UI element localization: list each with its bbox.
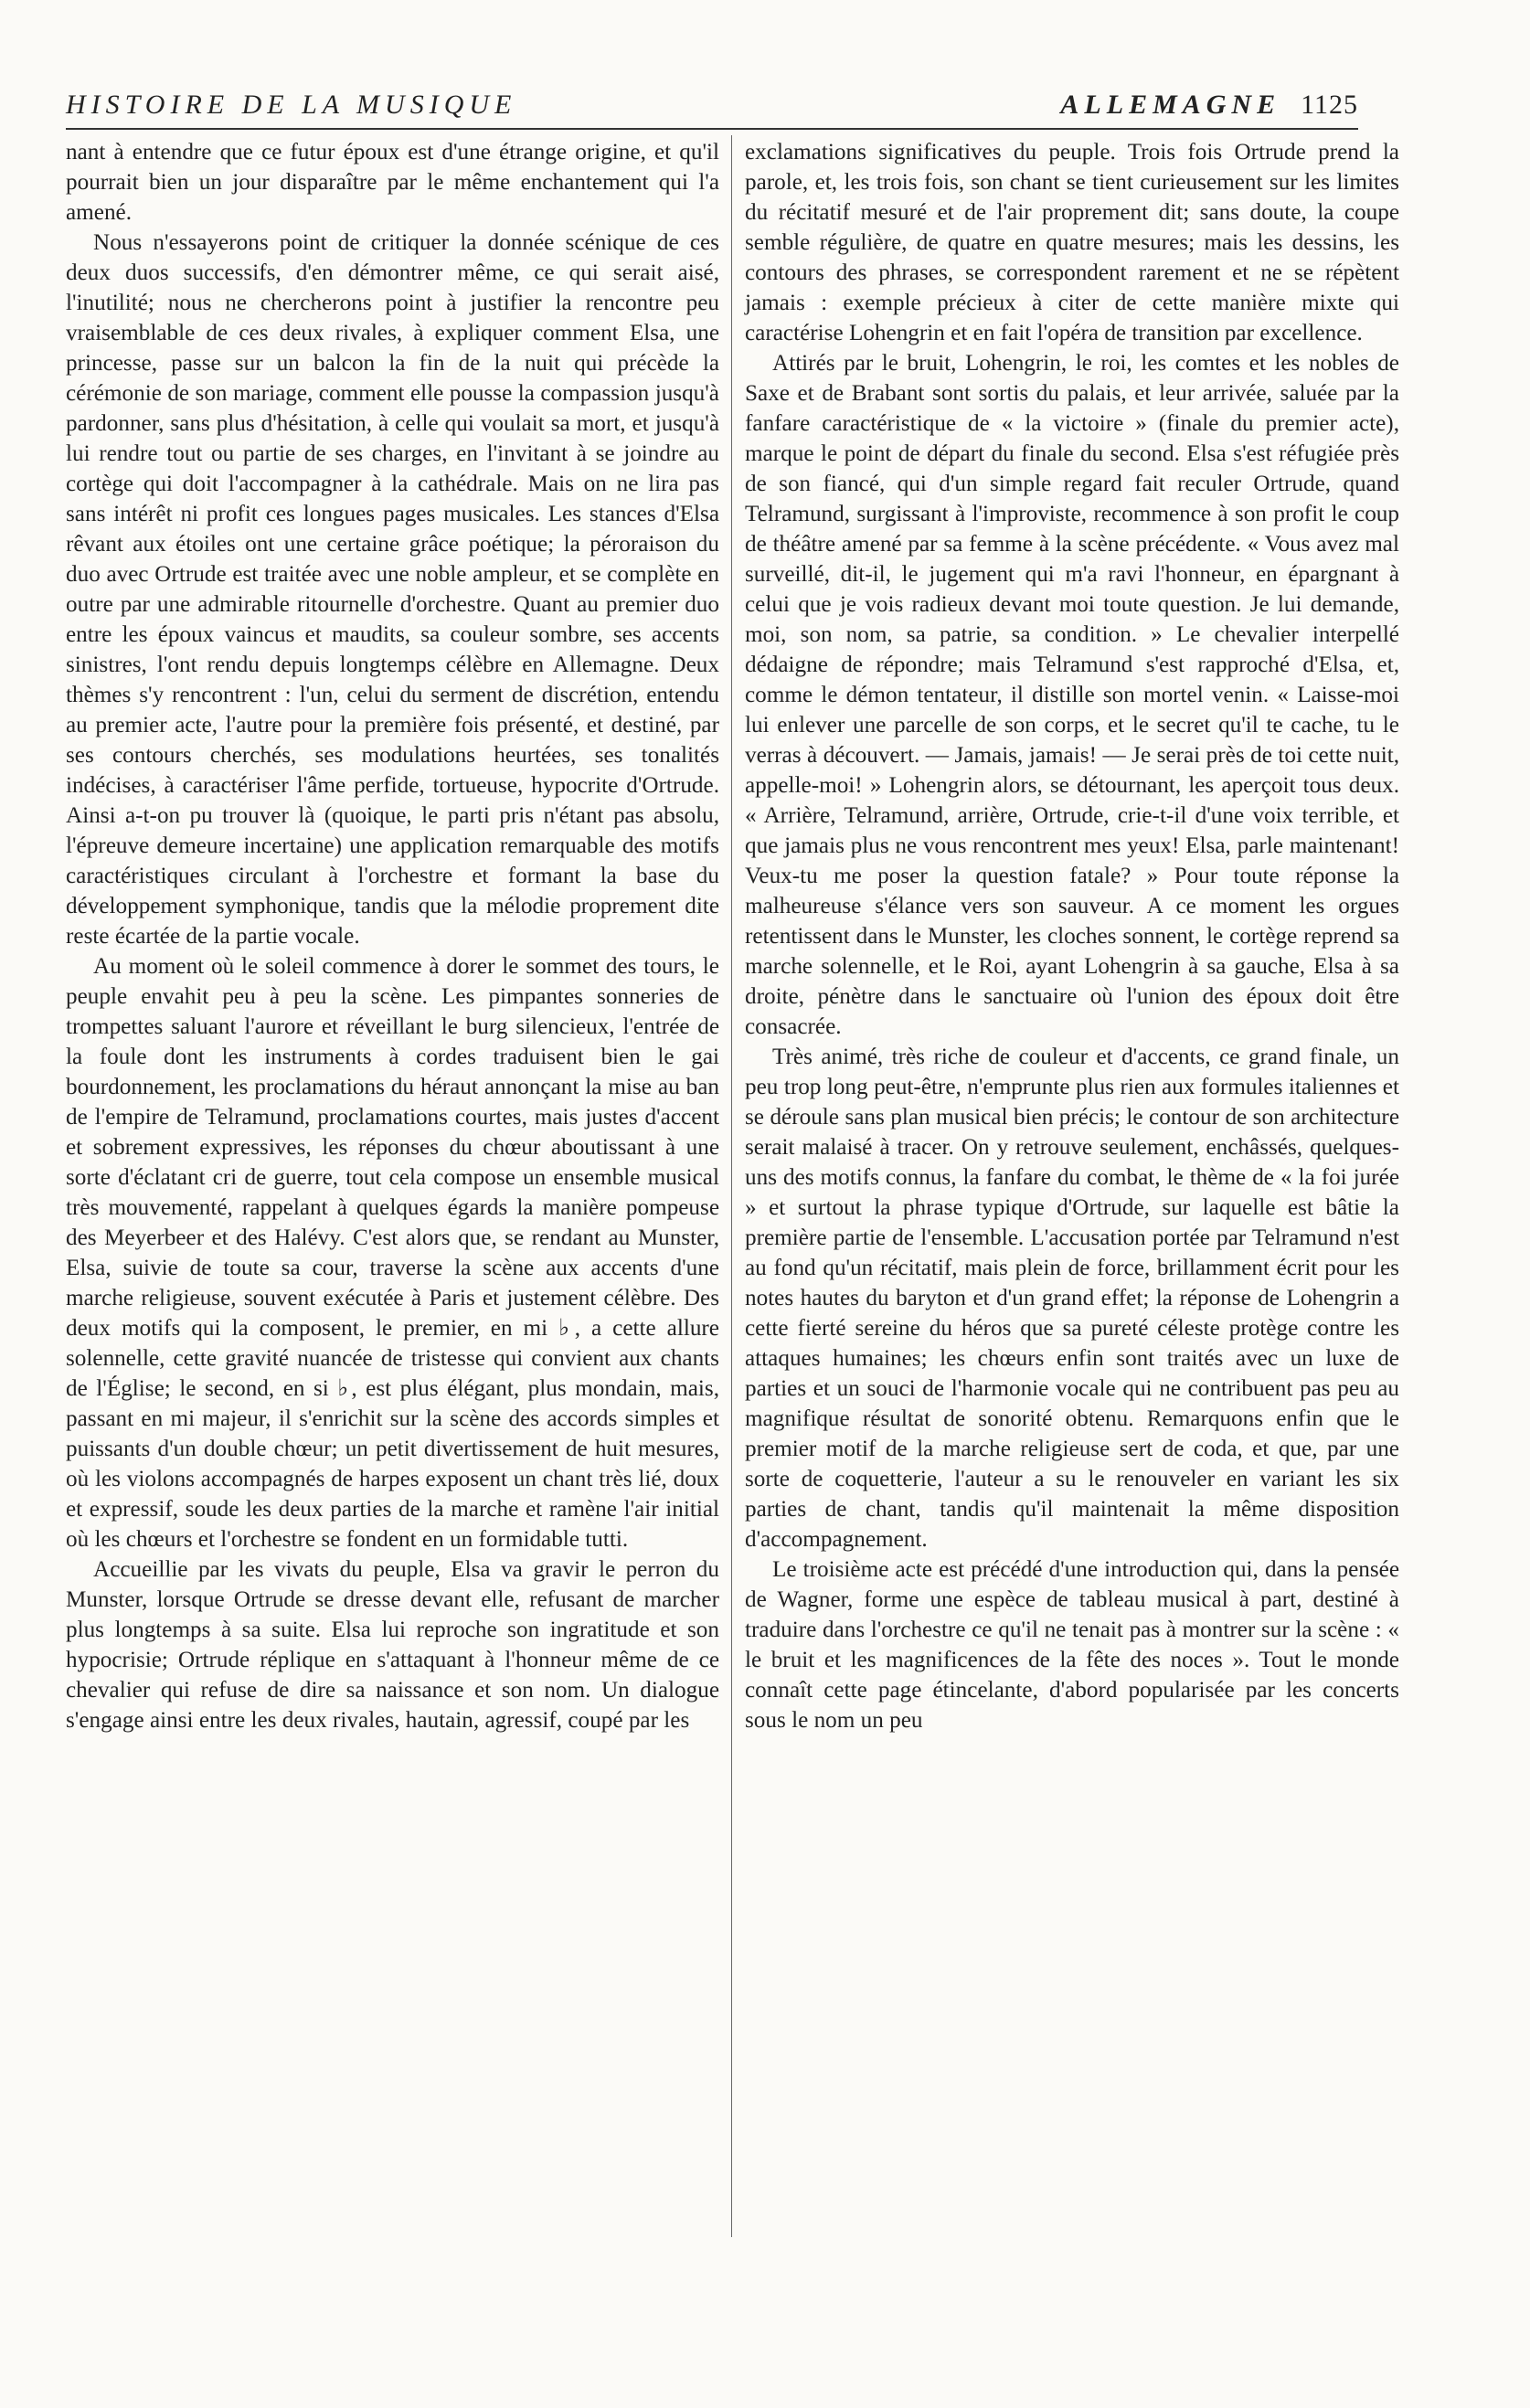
right-column <box>745 137 1399 1735</box>
paragraph: Nous n'essayerons point de critiquer la donnée scénique de ces deux duos successifs, d'en démontrer même, ce qui serait aisé, l'inutilité; nous ne chercherons point à justifier la rencontre peu vraisemblable de ces deux rivales, à expliquer comment Elsa, une princesse, passe sur un balcon la fin de la nuit qui précède la cérémonie de son mariage, comment elle pousse la compassion jusqu'à pardonner, sans plus d'hésitation, à celle qui voulait sa mort, et jusqu'à lui rendre tout ou partie de ses charges, en l'invitant à se joindre au cortège qui doit l'accompagner à la cathédrale. Mais on ne lira pas sans intérêt ni profit ces longues pages musicales. Les stances d'Elsa rêvant aux étoiles ont une certaine grâce poétique; la péroraison du duo avec Ortrude est traitée avec une noble ampleur, et se complète en outre par une admirable ritournelle d'orchestre. Quant au premier duo entre les époux vaincus et maudits, sa couleur sombre, ses accents sinistres, l'ont rendu depuis longtemps célèbre en Allemagne. Deux thèmes s'y rencontrent : l'un, celui du serment de discrétion, entendu au premier acte, l'autre pour la première fois présenté, et destiné, par ses contours cherchés, ses modulations heurtées, ses tonalités indécises, à caractériser l'âme perfide, tortueuse, hypocrite d'Ortrude. Ainsi a-t-on pu trouver là (quoique, le parti pris n'étant pas absolu, l'épreuve demeure incertaine) une application remarquable des motifs caractéristiques circulant à l'orchestre et formant la base du développement symphonique, tandis que la mélodie proprement dite reste écartée de la partie vocale. <box>66 230 719 949</box>
paragraph: Accueillie par les vivats du peuple, Elsa va gravir le perron du Munster, lorsque Ortrude se dresse devant elle, refusant de marcher plus longtemps à sa suite. Elsa lui reproche son ingratitude et son hypocrisie; Ortrude réplique en s'attaquant à l'honneur même de ce chevalier qui refuse de dire sa naissance et son nom. Un dialogue s'engage ainsi entre les deux rivales, hautain, agressif, coupé par les <box>66 1557 719 1733</box>
paragraph: nant à entendre que ce futur époux est d'une étrange origine, et qu'il pourrait bien un jour disparaître par le même enchantement qui l'a amené. <box>66 140 719 225</box>
paragraph: Très animé, très riche de couleur et d'accents, ce grand finale, un peu trop long peut-être, n'emprunte plus rien aux formules italiennes et se déroule sans plan musical bien précis; le contour de son architecture serait malaisé à tracer. On y retrouve seulement, enchâssés, quelques-uns des motifs connus, la fanfare du combat, le thème de « la foi jurée » et surtout la phrase typique d'Ortrude, sur laquelle est bâtie la première partie de l'ensemble. L'accusation portée par Telramund n'est au fond qu'un récitatif, mais plein de force, brillamment écrit pour les notes hautes du baryton et d'un grand effet; la réponse de Lohengrin a cette fierté sereine du héros que sa pureté céleste protège contre les attaques humaines; les chœurs enfin sont traités avec un luxe de parties et un souci de l'harmonie vocale qui ne contribuent pas peu au magnifique résultat de sonorité obtenu. Remarquons enfin que le premier motif de la marche religieuse sert de coda, et que, par une sorte de coquetterie, l'auteur a su le renouveler en variant les six parties de chant, tandis qu'il maintenait la même disposition d'accompagnement. <box>745 1045 1399 1552</box>
column-divider <box>731 135 732 2237</box>
section-name: ALLEMAGNE <box>1060 90 1281 120</box>
left-column <box>66 137 719 1735</box>
paragraph: Au moment où le soleil commence à dorer le sommet des tours, le peuple envahit peu à peu la scène. Les pimpantes sonneries de trompettes saluant l'aurore et réveillant le burg silencieux, l'entrée de la foule dont les instruments à cordes traduisent bien le gai bourdonnement, les proclamations du héraut annonçant la mise au ban de l'empire de Telramund, proclamations courtes, mais justes d'accent et sobrement expressives, les réponses du chœur aboutissant à une sorte d'éclatant cri de guerre, tout cela compose un ensemble musical très mouvementé, rappelant à quelques égards la manière pompeuse des Meyerbeer et des Halévy. C'est alors que, se rendant au Munster, Elsa, suivie de toute sa cour, traverse la scène aux accents d'une marche religieuse, souvent exécutée à Paris et justement célèbre. Des deux motifs qui la composent, le premier, en mi ♭, a cette allure solennelle, cette gravité nuancée de tristesse qui convient aux chants de l'Église; le second, en si ♭, est plus élégant, plus mondain, mais, passant en mi majeur, il s'enrichit sur la scène des accords simples et puissants d'un double chœur; un petit divertissement de huit mesures, où les violons accompagnés de harpes exposent un chant très lié, doux et expressif, soude les deux parties de la marche et ramène l'air initial où les chœurs et l'orchestre se fondent en un formidable tutti. <box>66 954 719 1552</box>
paragraph: Le troisième acte est précédé d'une introduction qui, dans la pensée de Wagner, forme une espèce de tableau musical à part, destiné à traduire dans l'orchestre ce qu'il ne tenait pas à montrer sur la scène : « le bruit et les magnificences de la fête des noces ». Tout le monde connaît cette page étincelante, d'abord popularisée par les concerts sous le nom un peu <box>745 1557 1399 1733</box>
section-title <box>1060 90 1358 121</box>
running-header <box>66 88 1358 130</box>
header-rule <box>66 128 1358 130</box>
page-number: 1125 <box>1301 90 1358 120</box>
paragraph: exclamations significatives du peuple. Trois fois Ortrude prend la parole, et, les trois fois, son chant se tient curieusement sur les limites du récitatif mesuré et de l'air proprement dit; sans doute, la coupe semble régulière, de quatre en quatre mesures; mais les dessins, les contours des phrases, se correspondent rarement et ne se répètent jamais : exemple précieux à citer de cette manière mixte qui caractérise Lohengrin et en fait l'opéra de transition par excellence. <box>745 140 1399 345</box>
paragraph: Attirés par le bruit, Lohengrin, le roi, les comtes et les nobles de Saxe et de Brabant sont sortis du palais, et leur arrivée, saluée par la fanfare caractéristique de « la victoire » (finale du premier acte), marque le point de départ du finale du second. Elsa s'est réfugiée près de son fiancé, qui d'un simple regard fait reculer Ortrude, quand Telramund, surgissant à l'improviste, recommence à son profit le coup de théâtre amené par sa femme à la scène précédente. « Vous avez mal surveillé, dit-il, le jugement qui m'a ravi l'honneur, en épargnant à celui que je vois radieux devant moi toute question. Je lui demande, moi, son nom, sa patrie, sa condition. » Le chevalier interpellé dédaigne de répondre; mais Telramund s'est rapproché d'Elsa, et, comme le démon tentateur, il distille son mortel venin. « Laisse-moi lui enlever une parcelle de son corps, et le secret qu'il te cache, tu le verras à découvert. — Jamais, jamais! — Je serai près de toi cette nuit, appelle-moi! » Lohengrin alors, se détournant, les aperçoit tous deux. « Arrière, Telramund, arrière, Ortrude, crie-t-il d'une voix terrible, et que jamais plus ne vous rencontrent mes yeux! Elsa, parle maintenant! Veux-tu me poser la question fatale? » Pour toute réponse la malheureuse s'élance vers son sauveur. A ce moment les orgues retentissent dans le Munster, les cloches sonnent, le cortège reprend sa marche solennelle, et le Roi, ayant Lohengrin à sa gauche, Elsa à sa droite, pénètre dans le sanctuaire où l'union des époux doit être consacrée. <box>745 351 1399 1039</box>
running-title: HISTOIRE DE LA MUSIQUE <box>66 90 517 120</box>
